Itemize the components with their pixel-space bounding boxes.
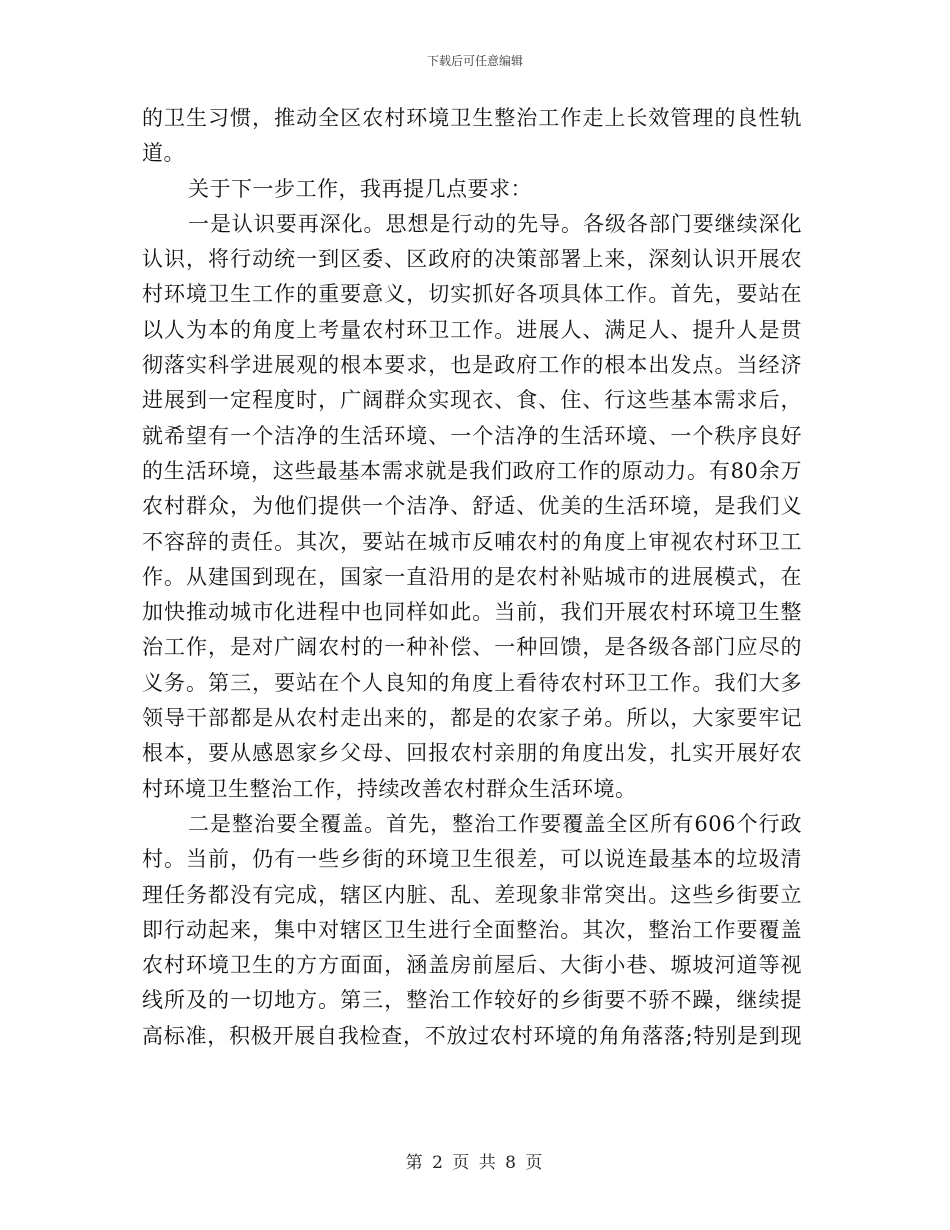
text-line: 进展到一定程度时，广阔群众实现衣、食、住、行这些基本需求后， (142, 388, 802, 413)
text-line: 即行动起来，集中对辖区卫生进行全面整治。其次，整治工作要覆盖 (142, 917, 802, 942)
text-line: 村。当前，仍有一些乡街的环境卫生很差，可以说连最基本的垃圾清 (142, 847, 802, 872)
text-line: 一是认识要再深化。思想是行动的先导。各级各部门要继续深化 (188, 211, 802, 236)
page-number: 第 2 页 共 8 页 (405, 1153, 545, 1173)
document-body (142, 101, 802, 1054)
text-line: 关于下一步工作，我再提几点要求： (188, 176, 532, 201)
text-line: 就希望有一个洁净的生活环境、一个洁净的生活环境、一个秩序良好 (142, 423, 802, 448)
text-line: 道。 (142, 141, 185, 166)
text-line: 农村环境卫生的方方面面，涵盖房前屋后、大街小巷、塬坡河道等视 (142, 953, 802, 978)
text-line: 认识，将行动统一到区委、区政府的决策部署上来，深刻认识开展农 (142, 247, 802, 272)
page-header-note: 下载后可任意编辑 (426, 54, 523, 68)
paragraph-continuation (142, 101, 802, 172)
text-line: 线所及的一切地方。第三，整治工作较好的乡街要不骄不躁，继续提 (142, 988, 802, 1013)
text-line: 农村群众，为他们提供一个洁净、舒适、优美的生活环境，是我们义 (142, 494, 802, 519)
text-line: 治工作，是对广阔农村的一种补偿、一种回馈，是各级各部门应尽的 (142, 635, 802, 660)
text-line: 加快推动城市化进程中也同样如此。当前，我们开展农村环境卫生整 (142, 600, 802, 625)
text-line: 高标准，积极开展自我检查，不放过农村环境的角角落落;特别是到现 (142, 1023, 802, 1048)
text-line: 不容辞的责任。其次，要站在城市反哺农村的角度上审视农村环卫工 (142, 529, 802, 554)
text-line: 作。从建国到现在，国家一直沿用的是农村补贴城市的进展模式，在 (142, 564, 802, 589)
text-line: 领导干部都是从农村走出来的，都是的农家子弟。所以，大家要牢记 (142, 706, 802, 731)
paragraph-point-one (142, 207, 802, 807)
text-line: 根本，要从感恩家乡父母、回报农村亲朋的角度出发，扎实开展好农 (142, 741, 802, 766)
text-line: 村环境卫生整治工作，持续改善农村群众生活环境。 (142, 776, 637, 801)
text-line: 的生活环境，这些最基本需求就是我们政府工作的原动力。有80余万 (142, 458, 802, 483)
text-line: 以人为本的角度上考量农村环卫工作。进展人、满足人、提升人是贯 (142, 317, 802, 342)
text-line: 二是整治要全覆盖。首先，整治工作要覆盖全区所有606个行政 (188, 811, 802, 836)
text-line: 彻落实科学进展观的根本要求，也是政府工作的根本出发点。当经济 (142, 353, 802, 378)
text-line: 村环境卫生工作的重要意义，切实抓好各项具体工作。首先，要站在 (142, 282, 802, 307)
text-line: 理任务都没有完成，辖区内脏、乱、差现象非常突出。这些乡街要立 (142, 882, 802, 907)
text-line: 的卫生习惯，推动全区农村环境卫生整治工作走上长效管理的良性轨 (142, 106, 802, 130)
paragraph-intro (142, 172, 802, 207)
text-line: 义务。第三，要站在个人良知的角度上看待农村环卫工作。我们大多 (142, 670, 802, 695)
paragraph-point-two (142, 807, 802, 1054)
